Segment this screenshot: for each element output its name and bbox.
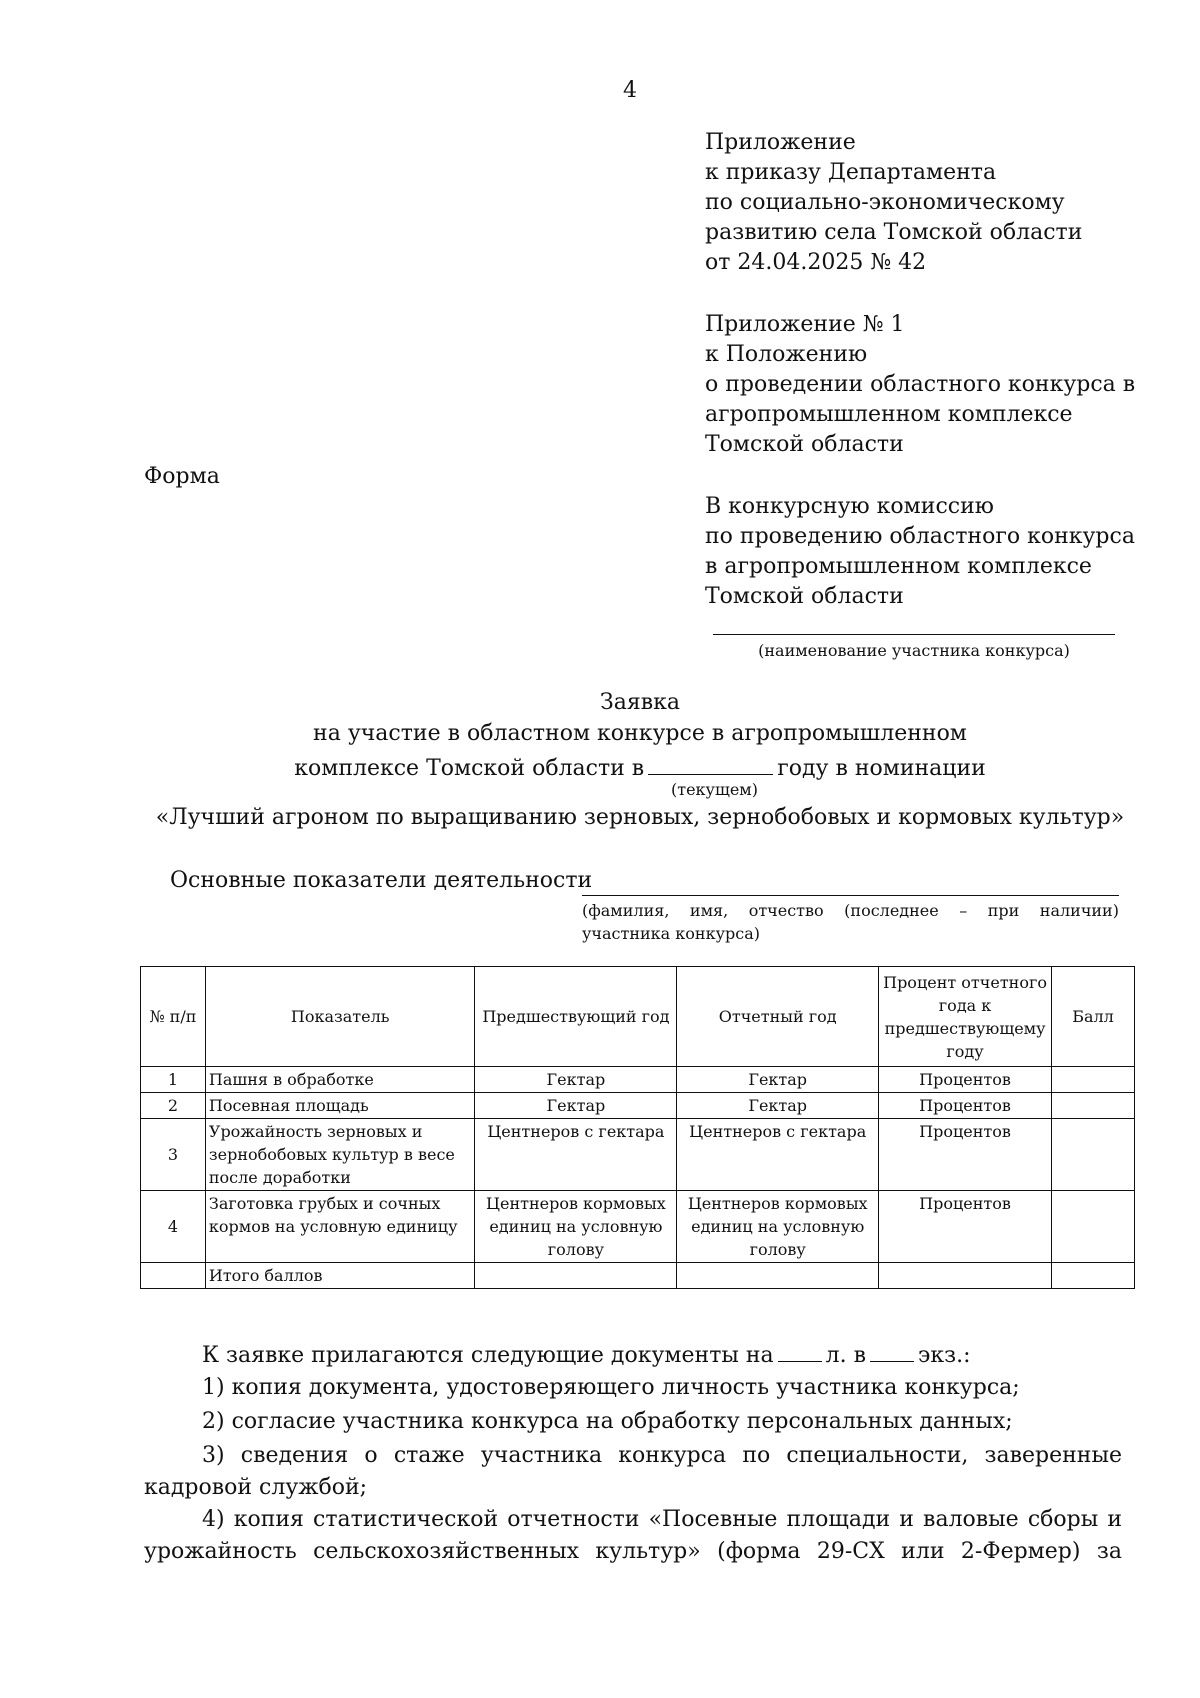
table-cell: Гектар (475, 1067, 677, 1093)
attachments-intro (144, 1340, 1122, 1372)
attachments-intro-a: К заявке прилагаются следующие документы на (202, 1343, 774, 1368)
appendix-regulation-line: о проведении областного конкурса в (705, 372, 1136, 397)
header-cell: Балл (1052, 967, 1135, 1067)
year-caption: (текущем) (670, 780, 758, 799)
appendix-order-line: от 24.04.2025 № 42 (705, 250, 927, 275)
table-cell: Гектар (677, 1093, 879, 1119)
header-cell: Процент отчетного года к предшествующему году (879, 967, 1052, 1067)
page-number: 4 (623, 78, 637, 103)
table-total-row (141, 1263, 1135, 1289)
year-blank (648, 752, 773, 775)
full-name-caption (582, 899, 1119, 945)
header-cell: Показатель (205, 967, 475, 1067)
attachment-item-3: 3) сведения о стаже участника конкурса по специальности, заверенные кадровой службой; (144, 1443, 1122, 1500)
caption-word: имя, (689, 901, 729, 920)
table-cell: 1 (141, 1067, 206, 1093)
table-cell (1052, 1119, 1135, 1191)
addressee-line: в агропромышленном комплексе (705, 554, 1092, 579)
caption-word: – (959, 901, 968, 920)
appendix-order-block (705, 128, 1082, 278)
nomination-title: «Лучший агроном по выращиванию зерновых, зернобобовых и кормовых культур» (155, 805, 1125, 830)
addressee-line: по проведению областного конкурса (705, 524, 1135, 549)
appendix-order-line: Приложение (705, 130, 856, 155)
subtitle-text-start: комплексе Томской области в (294, 756, 645, 781)
table-cell: Процентов (879, 1191, 1052, 1263)
table-cell: Заготовка грубых и сочных кормов на условную единицу (205, 1191, 475, 1263)
indicators-table (140, 966, 1135, 1289)
table-cell (141, 1263, 206, 1289)
table-header-row (141, 967, 1135, 1067)
caption-word: наличии) (1039, 901, 1119, 920)
table-cell (1052, 1191, 1135, 1263)
attachment-item-4: 4) копия статистической отчетности «Посевные площади и валовые сборы и урожайность сельскохозяйственных культур» (форма 29-СХ или 2-Фермер) за (144, 1507, 1122, 1564)
total-label: Итого баллов (205, 1263, 475, 1289)
table-cell: Центнеров с гектара (677, 1119, 879, 1191)
attachment-item-2: 2) согласие участника конкурса на обработку персональных данных; (202, 1409, 1013, 1434)
header-cell: № п/п (141, 967, 206, 1067)
caption-word: отчество (748, 901, 824, 920)
table-row (141, 1093, 1135, 1119)
table-cell (677, 1263, 879, 1289)
addressee-line: В конкурсную комиссию (705, 494, 994, 519)
table-row (141, 1067, 1135, 1093)
attachments-intro-c: экз.: (918, 1343, 971, 1368)
table-cell: 4 (141, 1191, 206, 1263)
document-subtitle-line1: на участие в областном конкурсе в агропромышленном (313, 721, 967, 746)
table-cell: Гектар (677, 1067, 879, 1093)
table-cell: Пашня в обработке (205, 1067, 475, 1093)
sheets-blank (778, 1341, 822, 1362)
appendix-order-line: развитию села Томской области (705, 220, 1083, 245)
indicators-label: Основные показатели деятельности (170, 868, 593, 893)
subtitle-text-end: году в номинации (777, 756, 986, 781)
appendix-regulation-line: агропромышленном комплексе (705, 402, 1073, 427)
table-cell: Центнеров кормовых единиц на условную голову (475, 1191, 677, 1263)
attachments-intro-b: л. в (825, 1343, 867, 1368)
appendix-regulation-line: к Положению (705, 342, 868, 367)
appendix-order-line: по социально-экономическому (705, 190, 1065, 215)
addressee-line: Томской области (705, 584, 904, 609)
participant-name-caption: (наименование участника конкурса) (758, 641, 1070, 660)
full-name-line (582, 895, 1119, 896)
caption-line2: участника конкурса) (582, 924, 760, 943)
caption-word: (последнее (844, 901, 939, 920)
table-cell (1052, 1263, 1135, 1289)
appendix-regulation-block (705, 310, 1135, 460)
header-cell: Отчетный год (677, 967, 879, 1067)
table-cell (475, 1263, 677, 1289)
table-cell: Урожайность зерновых и зернобобовых культур в весе после доработки (205, 1119, 475, 1191)
table-cell: 2 (141, 1093, 206, 1119)
table-cell: Центнеров кормовых единиц на условную голову (677, 1191, 879, 1263)
form-label: Форма (144, 464, 220, 489)
table-row (141, 1191, 1135, 1263)
appendix-regulation-line: Томской области (705, 432, 904, 457)
table-cell: Процентов (879, 1093, 1052, 1119)
table-cell: Посевная площадь (205, 1093, 475, 1119)
header-cell: Предшествующий год (475, 967, 677, 1067)
attachment-item-1: 1) копия документа, удостоверяющего личность участника конкурса; (202, 1375, 1020, 1400)
table-cell (879, 1263, 1052, 1289)
appendix-regulation-line: Приложение № 1 (705, 312, 905, 337)
table-cell: Центнеров с гектара (475, 1119, 677, 1191)
document-subtitle-line2 (140, 752, 1140, 781)
addressee-block (705, 492, 1135, 612)
table-cell (1052, 1093, 1135, 1119)
participant-name-line (713, 634, 1115, 635)
copies-blank (870, 1341, 914, 1362)
table-cell (1052, 1067, 1135, 1093)
table-row (141, 1119, 1135, 1191)
document-heading: Заявка (600, 690, 680, 715)
table-cell: Процентов (879, 1067, 1052, 1093)
table-cell: 3 (141, 1119, 206, 1191)
table-cell: Гектар (475, 1093, 677, 1119)
appendix-order-line: к приказу Департамента (705, 160, 997, 185)
caption-word: (фамилия, (582, 901, 670, 920)
table-cell: Процентов (879, 1119, 1052, 1191)
caption-word: при (987, 901, 1020, 920)
attachments-section (144, 1340, 1122, 1568)
